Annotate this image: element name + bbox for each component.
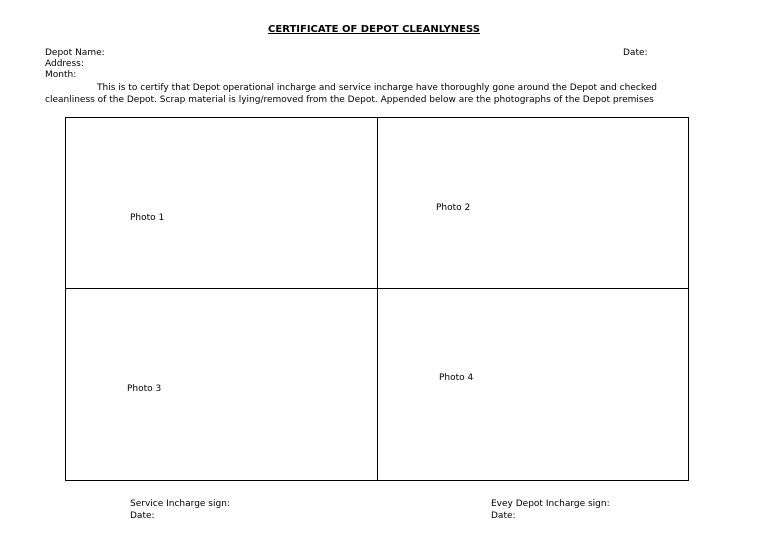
photo-1-placeholder: Photo 1 (130, 213, 165, 223)
depot-incharge-sign-label: Evey Depot Incharge sign: (491, 499, 610, 509)
grid-vertical-divider (377, 118, 378, 480)
photo-2-placeholder: Photo 2 (436, 203, 471, 213)
photo-grid (65, 117, 689, 481)
month-label: Month: (45, 70, 77, 80)
certificate-title: CERTIFICATE OF DEPOT CLEANLYNESS (268, 24, 480, 35)
depot-incharge-date-label: Date: (491, 511, 516, 521)
date-label: Date: (623, 48, 648, 58)
service-incharge-sign-label: Service Incharge sign: (130, 499, 230, 509)
certification-paragraph: This is to certify that Depot operational incharge and service incharge have thoroughly gone around the Depot and checked cleanliness of the Depot. Scrap material is lying/removed from the Depot. Appended below are the photographs of the Depot premises (45, 83, 657, 105)
photo-3-placeholder: Photo 3 (127, 384, 162, 394)
depot-name-label: Depot Name: (45, 48, 105, 58)
photo-4-placeholder: Photo 4 (439, 373, 474, 383)
grid-horizontal-divider (66, 288, 688, 289)
service-incharge-date-label: Date: (130, 511, 155, 521)
address-label: Address: (45, 59, 84, 69)
